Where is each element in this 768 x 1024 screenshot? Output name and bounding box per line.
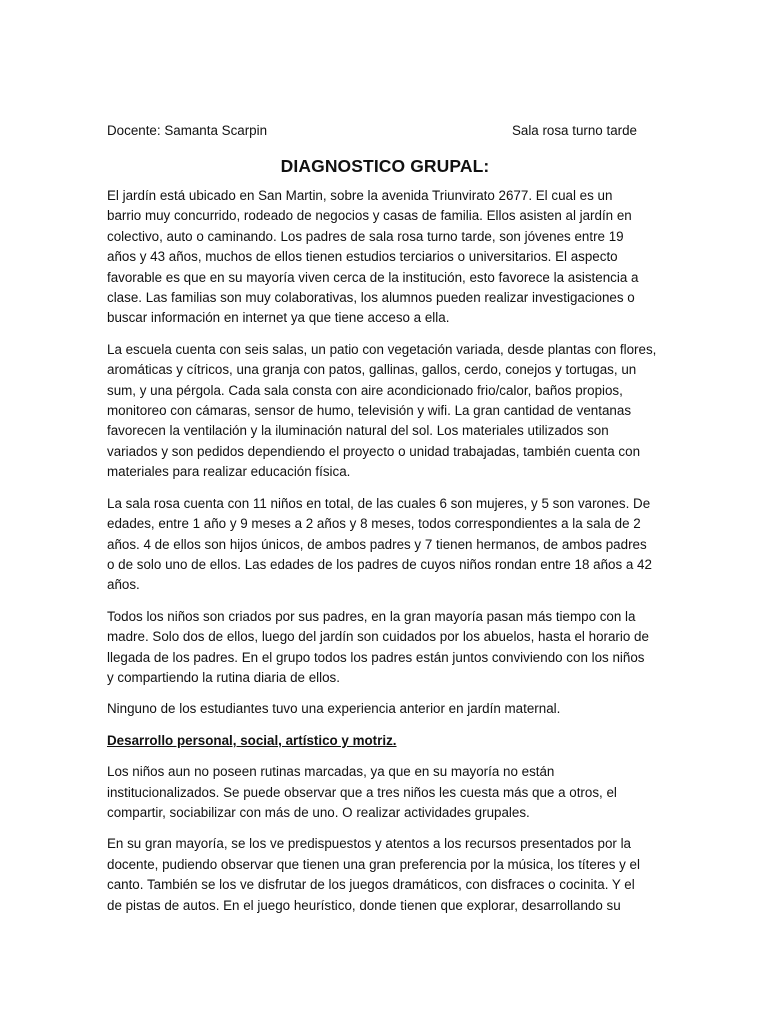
paragraph-line: institucionalizados. Se puede observar que a tres niños les cuesta más que a otros, el (107, 784, 617, 800)
paragraph-line: En su gran mayoría, se los ve predispuestos y atentos a los recursos presentados por la (107, 836, 632, 852)
paragraph-line: llegada de los padres. En el grupo todos los padres están juntos conviviendo con los niños (107, 649, 645, 665)
paragraph-class-composition (107, 494, 663, 596)
paragraph-line: canto. También se los ve disfrutar de los juegos dramáticos, con disfraces o cocinita. Y el (107, 877, 635, 893)
paragraph-line: compartir, sociabilizar con más de uno. O realizar actividades grupales. (107, 804, 530, 820)
paragraph-line: docente, pudiendo observar que tienen una gran preferencia por la música, los títeres y el (107, 856, 640, 872)
paragraph-line: edades, entre 1 año y 9 meses a 2 años y 8 meses, todos correspondientes a la sala de 2 (107, 516, 641, 532)
paragraph-line: sum, y una pérgola. Cada sala consta con aire acondicionado frio/calor, baños propios, (107, 382, 623, 398)
document-title: DIAGNOSTICO GRUPAL: (280, 156, 490, 176)
paragraph-line: La sala rosa cuenta con 11 niños en total, de las cuales 6 son mujeres, y 5 son varones. De (107, 495, 651, 511)
paragraph-line: colectivo, auto o caminando. Los padres de sala rosa turno tarde, son jóvenes entre 19 (107, 228, 624, 244)
room-name: Sala rosa turno tarde (511, 123, 637, 138)
paragraph-line: aromáticas y cítricos, una granja con patos, gallinas, gallos, cerdo, conejos y tortugas, un (107, 362, 637, 378)
paragraph-prior-experience (107, 699, 663, 719)
paragraph-line: La escuela cuenta con seis salas, un patio con vegetación variada, desde plantas con flores, (107, 341, 657, 357)
paragraph-line: y compartiendo la rutina diaria de ellos. (107, 669, 340, 685)
paragraph-families (107, 607, 663, 689)
paragraph-line: años. 4 de ellos son hijos únicos, de ambos padres y 7 tienen hermanos, de ambos padres (107, 536, 647, 552)
paragraph-line: años. (107, 577, 140, 593)
section-heading: Desarrollo personal, social, artístico y motriz. (107, 732, 397, 748)
paragraph-line: Todos los niños son criados por sus padres, en la gran mayoría pasan más tiempo con la (107, 608, 636, 624)
paragraph-line: clase. Las familias son muy colaborativas, los alumnos pueden realizar investigaciones o (107, 290, 635, 306)
document-header (107, 122, 663, 140)
paragraph-location (107, 186, 663, 329)
paragraph-line: Ninguno de los estudiantes tuvo una experiencia anterior en jardín maternal. (107, 701, 561, 717)
paragraph-line: monitoreo con cámaras, sensor de humo, televisión y wifi. La gran cantidad de ventanas (107, 403, 632, 419)
paragraph-line: favorecen la ventilación y la iluminación natural del sol. Los materiales utilizados son (107, 423, 609, 439)
document-page (107, 122, 663, 927)
paragraph-line: años y 43 años, muchos de ellos tienen estudios terciarios o universitarios. El aspecto (107, 249, 618, 265)
paragraph-line: El jardín está ubicado en San Martin, sobre la avenida Triunvirato 2677. El cual es un (107, 188, 613, 203)
paragraph-line: o de solo uno de ellos. Las edades de los padres de cuyos niños rondan entre 18 años a 42 (107, 556, 652, 572)
paragraph-line: materiales para realizar educación física. (107, 464, 351, 480)
paragraph-line: madre. Solo dos de ellos, luego del jardín son cuidados por los abuelos, hasta el horario de (107, 629, 649, 645)
paragraph-line: barrio muy concurrido, rodeado de negocios y casas de familia. Ellos asisten al jardín en (107, 208, 632, 224)
paragraph-preferences (107, 834, 663, 916)
paragraph-line: variados y son pedidos dependiendo el proyecto o unidad trabajadas, también cuenta con (107, 443, 641, 459)
paragraph-line: de pistas de autos. En el juego heurístico, donde tienen que explorar, desarrollando su (107, 897, 621, 913)
paragraph-line: favorable es que en su mayoría viven cerca de la institución, esto favorece la asistencia a (107, 269, 639, 285)
paragraph-routines (107, 762, 663, 823)
paragraph-line: Los niños aun no poseen rutinas marcadas, ya que en su mayoría no están (107, 764, 555, 780)
teacher-name: Docente: Samanta Scarpin (107, 123, 268, 138)
paragraph-school (107, 340, 663, 483)
paragraph-line: buscar información en internet ya que tiene acceso a ella. (107, 310, 450, 326)
